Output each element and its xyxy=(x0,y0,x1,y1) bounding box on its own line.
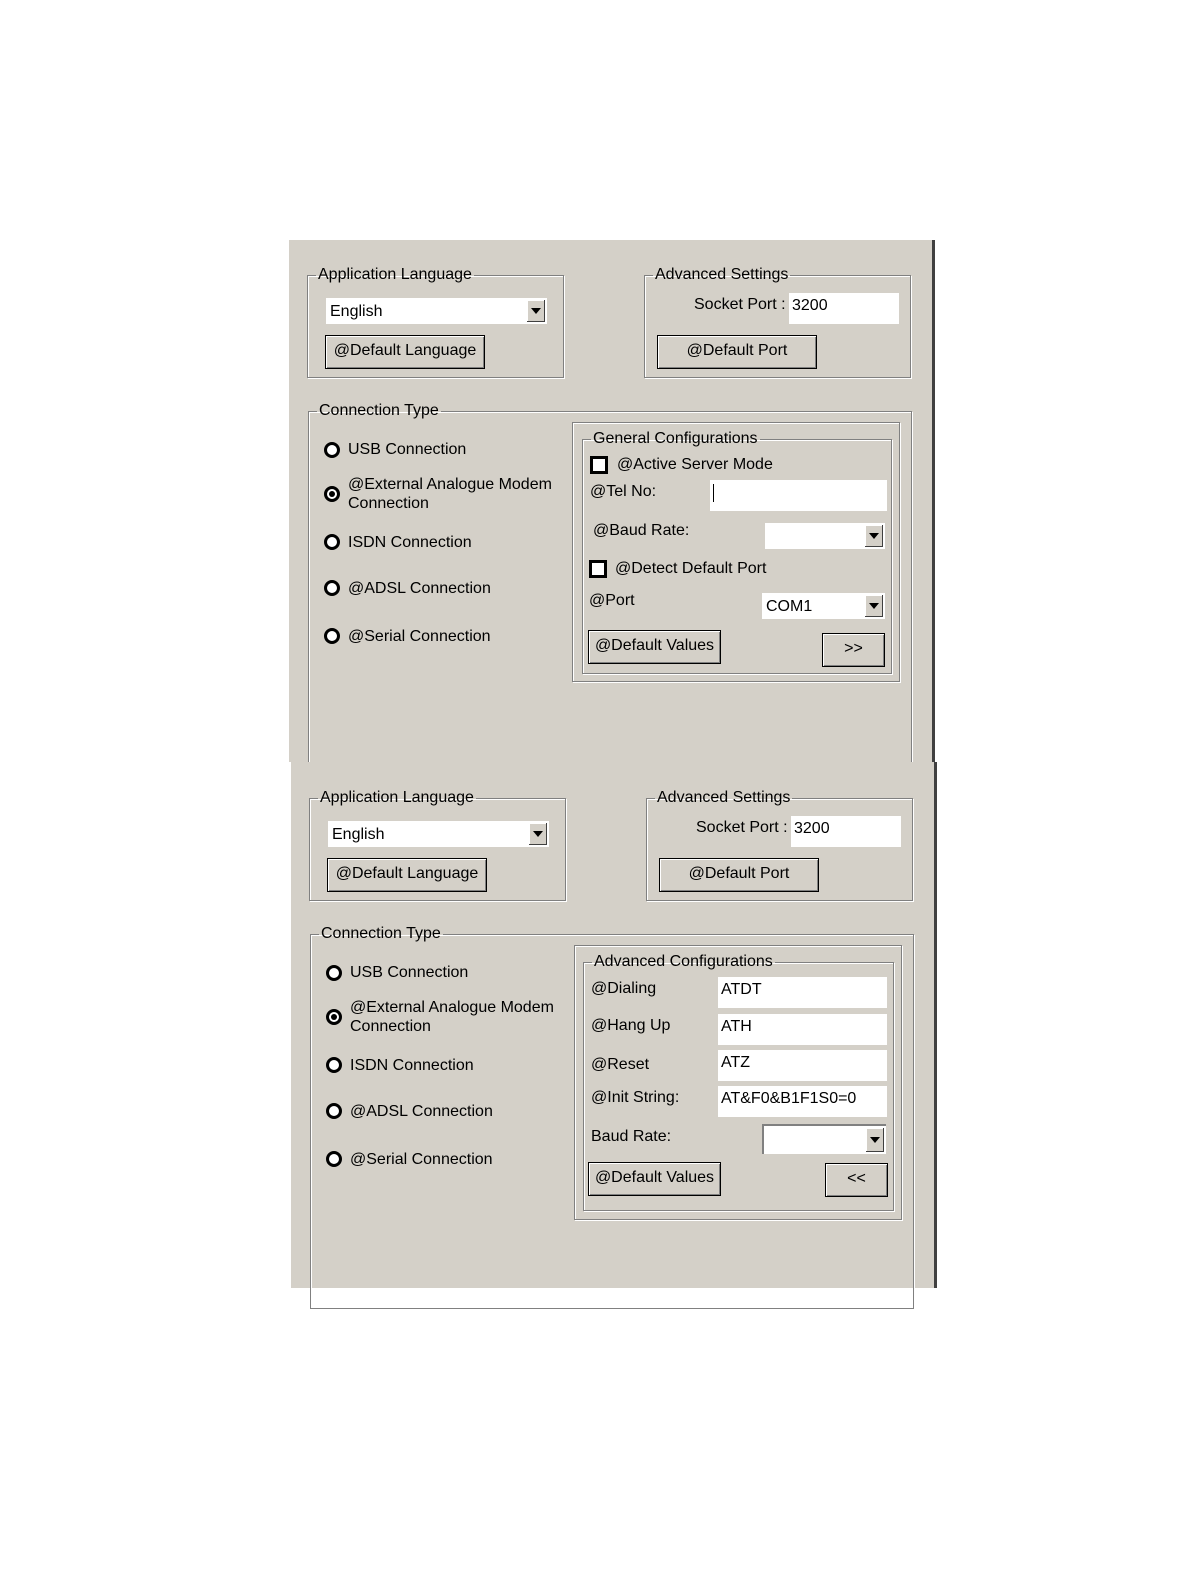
default-language-button[interactable]: @Default Language xyxy=(325,335,485,369)
chevron-down-icon[interactable] xyxy=(865,525,883,547)
panel-right-border xyxy=(934,762,937,1288)
adsl-connection-label: @ADSL Connection xyxy=(350,1103,493,1120)
init-string-input[interactable]: AT&F0&B1F1S0=0 xyxy=(718,1086,887,1117)
isdn-connection-label: ISDN Connection xyxy=(348,534,472,551)
external-modem-label: @External Analogue Modem xyxy=(348,476,552,493)
panel-right-border xyxy=(932,240,935,762)
serial-connection-radio[interactable] xyxy=(324,628,340,644)
default-values-button[interactable]: @Default Values xyxy=(588,1162,721,1196)
language-select-value: English xyxy=(330,303,383,320)
usb-connection-label: USB Connection xyxy=(348,441,467,458)
serial-connection-label: @Serial Connection xyxy=(350,1151,493,1168)
external-modem-label-line2: Connection xyxy=(348,495,429,512)
usb-connection-label: USB Connection xyxy=(350,964,469,981)
top-dialog-panel xyxy=(289,240,935,762)
general-configurations-legend: General Configurations xyxy=(593,430,758,447)
init-string-label: @Init String: xyxy=(591,1089,680,1106)
socket-port-label: Socket Port : xyxy=(696,819,788,836)
active-server-label: @Active Server Mode xyxy=(617,456,773,473)
external-modem-label: @External Analogue Modem xyxy=(350,999,554,1016)
serial-connection-label: @Serial Connection xyxy=(348,628,491,645)
port-label: @Port xyxy=(589,592,635,609)
bottom-dialog-panel xyxy=(291,762,937,1288)
default-port-button[interactable]: @Default Port xyxy=(659,858,819,892)
default-values-button[interactable]: @Default Values xyxy=(588,630,721,664)
baud-rate-select[interactable] xyxy=(762,1124,886,1154)
language-select-value: English xyxy=(332,826,385,843)
socket-port-label: Socket Port : xyxy=(694,296,786,313)
reset-input[interactable]: ATZ xyxy=(718,1050,887,1081)
active-server-checkbox[interactable] xyxy=(590,456,608,474)
external-modem-label-line2: Connection xyxy=(350,1018,431,1035)
connection-type-legend: Connection Type xyxy=(321,925,441,942)
chevron-down-icon[interactable] xyxy=(865,595,883,617)
application-language-legend: Application Language xyxy=(320,789,474,806)
usb-connection-radio[interactable] xyxy=(326,965,342,981)
adsl-connection-radio[interactable] xyxy=(324,580,340,596)
isdn-connection-label: ISDN Connection xyxy=(350,1057,474,1074)
language-select[interactable] xyxy=(328,821,549,847)
reset-label: @Reset xyxy=(591,1056,650,1073)
dialing-label: @Dialing xyxy=(591,980,657,997)
chevron-down-icon[interactable] xyxy=(529,823,547,845)
default-port-button[interactable]: @Default Port xyxy=(657,335,817,369)
text-caret xyxy=(713,484,714,502)
adsl-connection-radio[interactable] xyxy=(326,1103,342,1119)
detect-default-port-label: @Detect Default Port xyxy=(615,560,767,577)
port-select-value: COM1 xyxy=(766,598,813,615)
application-language-legend: Application Language xyxy=(318,266,472,283)
baud-rate-select[interactable] xyxy=(765,523,885,549)
serial-connection-radio[interactable] xyxy=(326,1151,342,1167)
chevron-down-icon[interactable] xyxy=(866,1128,884,1152)
advanced-configurations-legend: Advanced Configurations xyxy=(594,953,773,970)
dialing-input[interactable]: ATDT xyxy=(718,977,887,1008)
chevron-down-icon[interactable] xyxy=(527,300,545,322)
advanced-settings-legend: Advanced Settings xyxy=(657,789,791,806)
collapse-button[interactable]: << xyxy=(825,1163,888,1197)
tel-no-label: @Tel No: xyxy=(590,483,657,500)
hang-up-label: @Hang Up xyxy=(591,1017,671,1034)
hang-up-input[interactable]: ATH xyxy=(718,1014,887,1045)
tel-no-input[interactable] xyxy=(710,480,887,511)
port-select[interactable] xyxy=(762,593,885,619)
socket-port-input[interactable]: 3200 xyxy=(789,293,899,324)
usb-connection-radio[interactable] xyxy=(324,442,340,458)
detect-default-port-checkbox[interactable] xyxy=(589,560,607,578)
adsl-connection-label: @ADSL Connection xyxy=(348,580,491,597)
default-language-button[interactable]: @Default Language xyxy=(327,858,487,892)
socket-port-input[interactable]: 3200 xyxy=(791,816,901,847)
isdn-connection-radio[interactable] xyxy=(324,534,340,550)
connection-type-legend: Connection Type xyxy=(319,402,439,419)
isdn-connection-radio[interactable] xyxy=(326,1057,342,1073)
external-modem-radio[interactable] xyxy=(324,486,340,502)
baud-rate-label: @Baud Rate: xyxy=(593,522,690,539)
advanced-settings-legend: Advanced Settings xyxy=(655,266,789,283)
external-modem-radio[interactable] xyxy=(326,1009,342,1025)
language-select[interactable] xyxy=(326,298,547,324)
expand-button[interactable]: >> xyxy=(822,633,885,667)
baud-rate-label: Baud Rate: xyxy=(591,1128,672,1145)
